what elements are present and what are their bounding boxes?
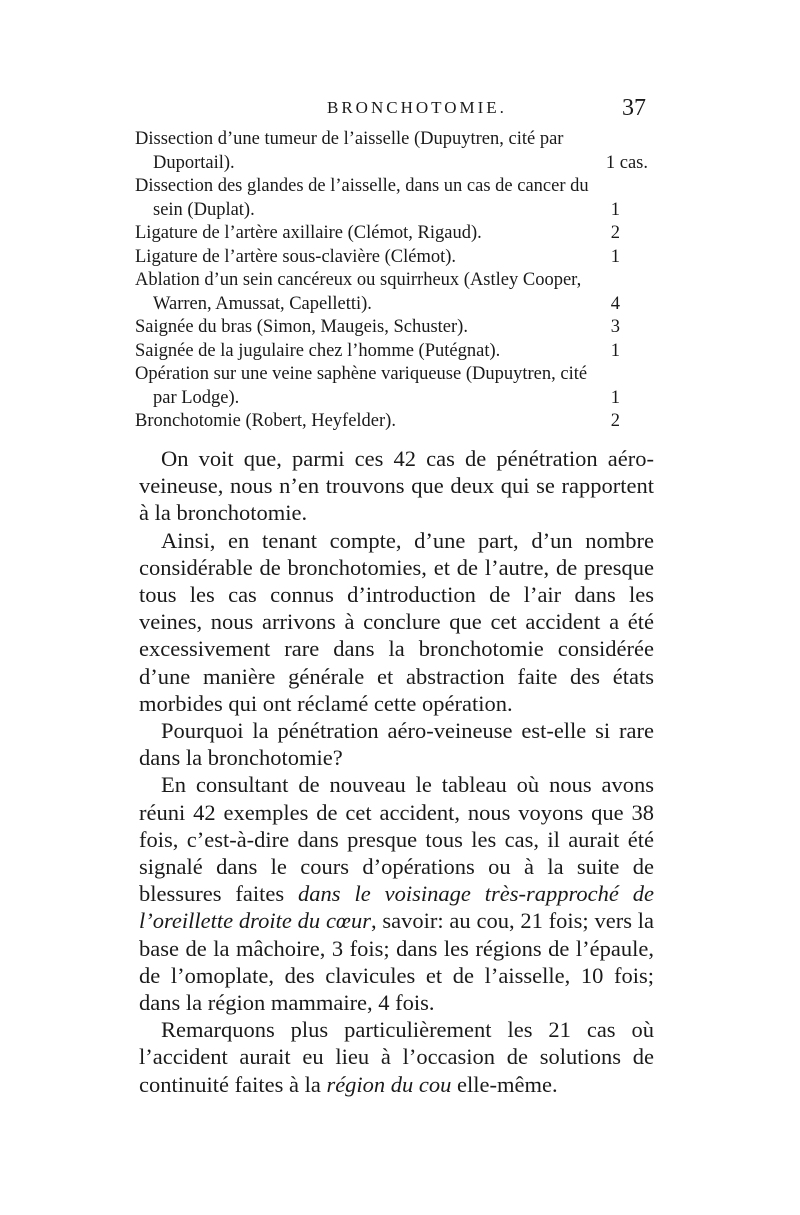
paragraph-text: Remarquons plus particulièrement les 21 cas où l’accident aurait eu lieu à l’occasion de solutions de continuité faites à la: [139, 1017, 654, 1097]
paragraph: [139, 771, 654, 1016]
table-row: [135, 269, 640, 316]
table-row: [135, 410, 640, 434]
table-row: [135, 128, 648, 175]
row-label: Saignée de la jugulaire chez l’homme (Putégnat).: [135, 340, 501, 361]
table-row: [135, 363, 640, 410]
italic-phrase: région du cou: [326, 1071, 452, 1097]
table-row: [135, 246, 640, 270]
row-count: 1: [610, 199, 620, 220]
row-count: 1: [610, 246, 620, 267]
paragraph: Pourquoi la pénétration aéro-veineuse est-elle si rare dans la bronchotomie?: [139, 718, 654, 771]
row-count: 4: [610, 293, 620, 314]
paragraph-text: elle-même.: [457, 1071, 558, 1097]
paragraph-text: , savoir: au cou, 21 fois; vers la base de la mâchoire, 3 fois; dans les régions de l’épaule, de l’omoplate, des clavicules et de l’aisselle, 10 fois; dans la région mammaire, 4 fois.: [139, 908, 654, 1016]
row-label: Ligature de l’artère sous-clavière (Clémot).: [135, 246, 457, 267]
row-count: 3: [610, 317, 620, 337]
table-row: [135, 316, 640, 340]
paragraph: On voit que, parmi ces 42 cas de pénétration aéro-veineuse, nous n’en trouvons que deux qui se rapportent à la bronchotomie.: [139, 446, 654, 526]
row-label: Dissection des glandes de l’aisselle, dans un cas de cancer du sein (Duplat).: [135, 176, 589, 220]
table-row: [135, 340, 640, 364]
running-title: BRONCHOTOMIE.: [327, 98, 507, 117]
row-label: Opération sur une veine saphène variqueuse (Dupuytren, cité par Lodge).: [135, 364, 588, 408]
table-row: [135, 222, 640, 246]
paragraph: [139, 1016, 654, 1098]
row-count: 1: [610, 340, 620, 361]
row-count: 1: [610, 387, 620, 408]
row-label: Saignée du bras (Simon, Maugeis, Schuster).: [135, 317, 468, 337]
row-label: Bronchotomie (Robert, Heyfelder).: [135, 411, 396, 431]
row-count: 2: [610, 223, 620, 243]
row-label: Ablation d’un sein cancéreux ou squirrheux (Astley Cooper, Warren, Amussat, Capelletti).: [135, 270, 582, 314]
row-count: 2: [610, 411, 620, 431]
page-number: 37: [622, 95, 646, 121]
row-count: 1 cas.: [605, 152, 648, 173]
paragraph: Ainsi, en tenant compte, d’une part, d’un nombre considérable de bronchotomies, et de l’autre, de presque tous les cas connus d’introduction de l’air dans les veines, nous arrivons à conclure que cet accident a été excessivement rare dans la bronchotomie considérée d’une manière générale et abstraction faite des états morbides qui ont réclamé cette opération.: [139, 527, 654, 716]
table-row: [135, 175, 640, 222]
cases-table: [135, 128, 648, 434]
italic-phrase: dans le voisinage très-rapproché de l’oreillette droite du cœur: [139, 881, 655, 934]
paragraph-text: En consultant de nouveau le tableau où nous avons réuni 42 exemples de cet accident, nous voyons que 38 fois, c’est-à-dire dans presque tous les cas, il aurait été signalé dans le cours d’opérations ou à la suite de blessures faites: [139, 772, 654, 907]
row-label: Ligature de l’artère axillaire (Clémot, Rigaud).: [135, 223, 482, 243]
row-label: Dissection d’une tumeur de l’aisselle (Dupuytren, cité par Duportail).: [135, 129, 564, 173]
body-text: [139, 445, 654, 1098]
